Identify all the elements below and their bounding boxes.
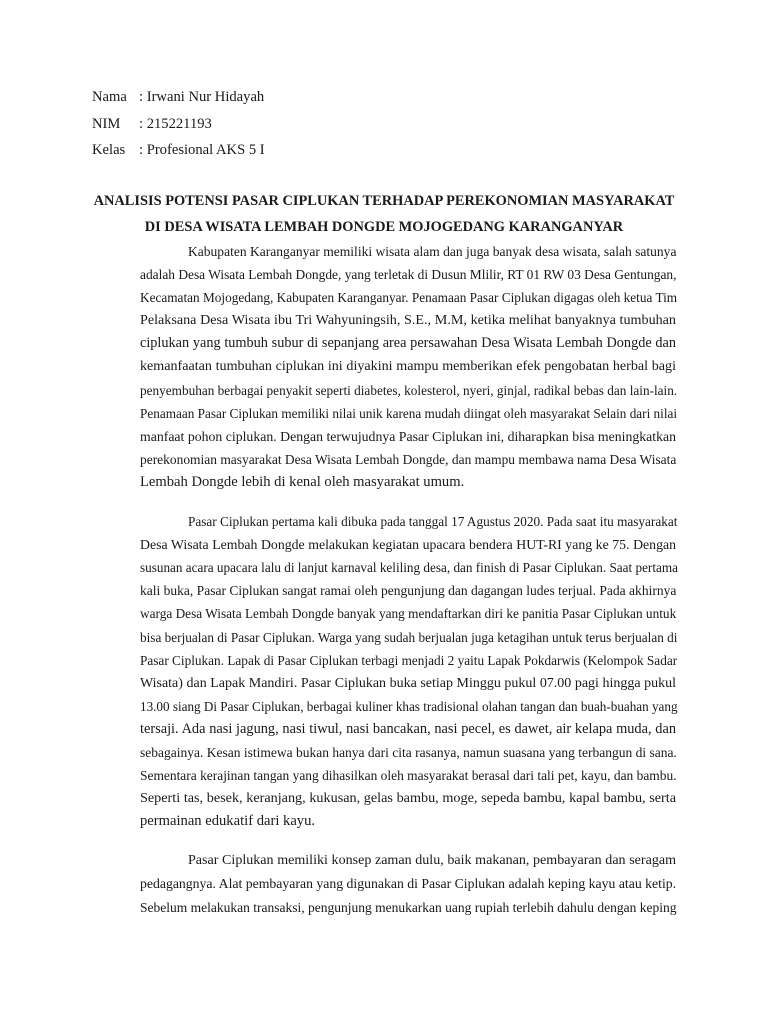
identity-value: : 215221193 xyxy=(139,115,212,132)
document-body xyxy=(92,240,676,919)
student-identity xyxy=(92,86,265,166)
text-line: warga Desa Wisata Lembah Dongde banyak yang mendaftarkan diri ke panitia Pasar Ciplukan untuk xyxy=(140,606,677,622)
paragraph-2 xyxy=(92,510,676,833)
title-line: DI DESA WISATA LEMBAH DONGDE MOJOGEDANG KARANGANYAR xyxy=(144,219,624,235)
paragraph-spacer xyxy=(92,833,676,849)
text-line: kemanfaatan tumbuhan ciplukan ini diyakini mampu memberikan efek pengobatan herbal bagi xyxy=(140,358,676,375)
text-line: Sementara kerajinan tangan yang dihasilkan oleh masyarakat berasal dari tali pet, kayu, dan bambu. xyxy=(140,768,677,784)
text-line: Pasar Ciplukan. Lapak di Pasar Ciplukan terbagi menjadi 2 yaitu Lapak Pokdarwis (Kelompok Sadar xyxy=(140,652,678,668)
text-line: bisa berjualan di Pasar Ciplukan. Warga yang sudah berjualan juga ketagihan untuk terus berjualan di xyxy=(140,629,678,645)
text-line: ciplukan yang tumbuh subur di sepanjang area persawahan Desa Wisata Lembah Dongde dan xyxy=(140,335,676,352)
text-line: Pasar Ciplukan pertama kali dibuka pada tanggal 17 Agustus 2020. Pada saat itu masyarakat xyxy=(188,514,678,530)
paragraph-1 xyxy=(92,240,676,494)
text-line: Lembah Dongde lebih di kenal oleh masyarakat umum. xyxy=(140,473,465,490)
text-line: Pelaksana Desa Wisata ibu Tri Wahyuningsih, S.E., M.M, ketika melihat banyaknya tumbuhan xyxy=(140,312,676,329)
identity-row-nim xyxy=(92,113,265,140)
text-line: penyembuhan berbagai penyakit seperti diabetes, kolesterol, nyeri, ginjal, radikal bebas dan lain-lain. xyxy=(140,382,678,398)
identity-value: : Irwani Nur Hidayah xyxy=(139,89,265,105)
text-line: Kecamatan Mojogedang, Kabupaten Karanganyar. Penamaan Pasar Ciplukan digagas oleh ketua Tim xyxy=(140,290,678,306)
text-line: Penamaan Pasar Ciplukan memiliki nilai unik karena mudah diingat oleh masyarakat Selain dari nilai xyxy=(140,405,678,421)
text-line: Wisata) dan Lapak Mandiri. Pasar Ciplukan buka setiap Minggu pukul 07.00 pagi hingga pukul xyxy=(140,675,676,691)
identity-row-class xyxy=(92,139,265,166)
text-line: sebagainya. Kesan istimewa bukan hanya dari cita rasanya, namun suasana yang terbangun di sana. xyxy=(140,744,677,760)
document-title xyxy=(92,188,676,240)
text-line: manfaat pohon ciplukan. Dengan terwujudnya Pasar Ciplukan ini, diharapkan bisa meningkatkan xyxy=(140,428,676,444)
text-line: Kabupaten Karanganyar memiliki wisata alam dan juga banyak desa wisata, salah satunya xyxy=(188,244,677,259)
identity-value: : Profesional AKS 5 I xyxy=(139,142,265,158)
identity-label: NIM xyxy=(92,115,121,132)
text-line: perekonomian masyarakat Desa Wisata Lembah Dongde, dan mampu membawa nama Desa Wisata xyxy=(140,451,677,467)
text-line: susunan acara upacara lalu di lanjut karnaval keliling desa, dan finish di Pasar Ciplukan. Saat pertama xyxy=(140,560,678,576)
text-line: Desa Wisata Lembah Dongde melakukan kegiatan upacara bendera HUT-RI yang ke 75. Dengan xyxy=(140,537,676,553)
identity-label: Kelas xyxy=(92,142,126,158)
text-line: kali buka, Pasar Ciplukan sangat ramai oleh pengunjung dan dagangan ludes terjual. Pada akhirnya xyxy=(140,583,677,599)
paragraph-spacer xyxy=(92,494,676,510)
text-line: adalah Desa Wisata Lembah Dongde, yang terletak di Dusun Mlilir, RT 01 RW 03 Desa Gentungan, xyxy=(140,267,677,283)
text-line: Sebelum melakukan transaksi, pengunjung menukarkan uang rupiah terlebih dahulu dengan keping xyxy=(140,899,677,915)
text-line: 13.00 siang Di Pasar Ciplukan, berbagai kuliner khas tradisional olahan tangan dan buah-buahan yang xyxy=(140,698,678,714)
identity-row-name xyxy=(92,86,265,113)
paragraph-3 xyxy=(92,849,676,918)
text-line: Seperti tas, besek, keranjang, kukusan, gelas bambu, moge, sepeda bambu, kapal bambu, serta xyxy=(140,790,676,807)
text-line: Pasar Ciplukan memiliki konsep zaman dulu, baik makanan, pembayaran dan seragam xyxy=(188,852,676,869)
text-line: pedagangnya. Alat pembayaran yang digunakan di Pasar Ciplukan adalah keping kayu atau ketip. xyxy=(140,876,677,892)
identity-label: Nama xyxy=(92,89,127,105)
text-line: tersaji. Ada nasi jagung, nasi tiwul, nasi bancakan, nasi pecel, es dawet, air kelapa muda, dan xyxy=(140,720,676,737)
text-line: permainan edukatif dari kayu. xyxy=(140,813,316,830)
title-line: ANALISIS POTENSI PASAR CIPLUKAN TERHADAP PEREKONOMIAN MASYARAKAT xyxy=(93,193,675,209)
